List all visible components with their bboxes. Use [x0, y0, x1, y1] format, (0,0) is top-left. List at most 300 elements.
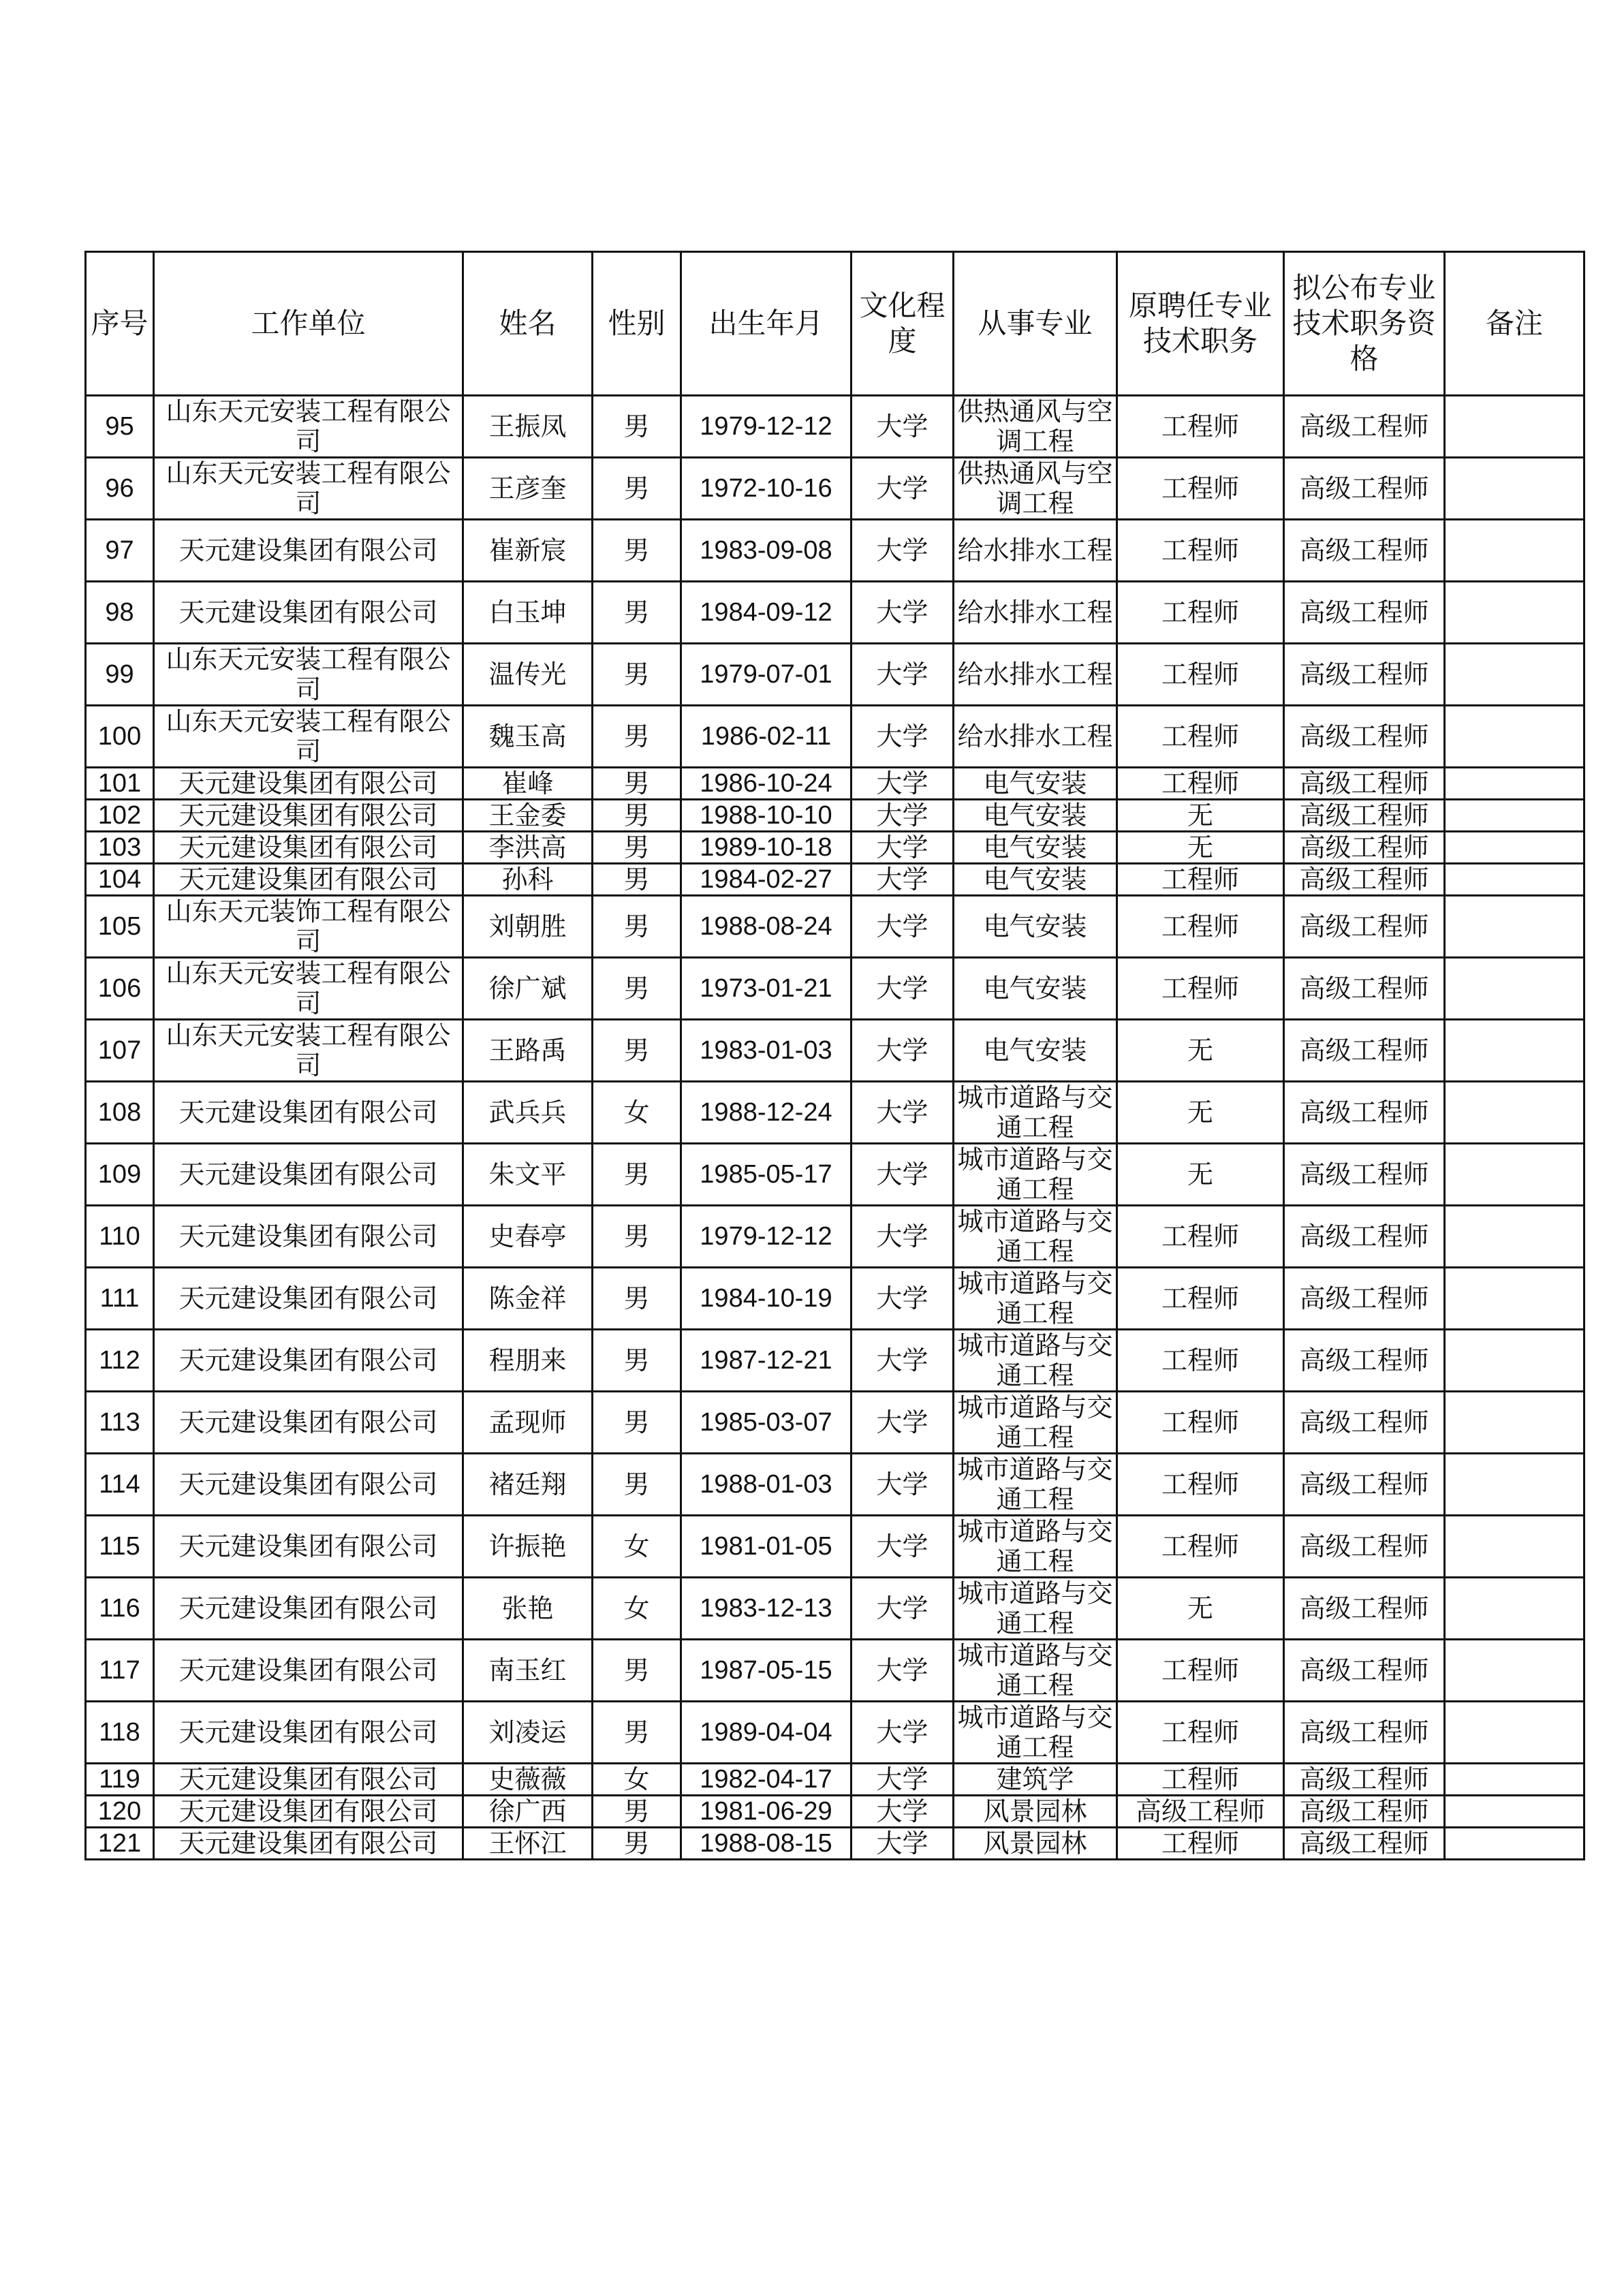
cell-birth: 1986-02-11 — [681, 706, 852, 768]
cell-name: 王彦奎 — [463, 458, 593, 520]
cell-proposed-title: 高级工程师 — [1284, 1578, 1445, 1640]
cell-note — [1445, 1144, 1584, 1206]
cell-original-title: 工程师 — [1117, 958, 1284, 1020]
cell-name: 崔峰 — [463, 768, 593, 800]
cell-birth: 1988-10-10 — [681, 800, 852, 832]
cell-note — [1445, 582, 1584, 644]
cell-note — [1445, 896, 1584, 958]
cell-name: 张艳 — [463, 1578, 593, 1640]
cell-sex: 男 — [593, 864, 681, 896]
cell-unit: 山东天元安装工程有限公司 — [154, 706, 463, 768]
cell-no: 114 — [86, 1454, 154, 1516]
table-row — [86, 1640, 1584, 1702]
cell-birth: 1989-04-04 — [681, 1702, 852, 1764]
header-birth: 出生年月 — [681, 252, 852, 396]
cell-name: 白玉坤 — [463, 582, 593, 644]
cell-unit: 天元建设集团有限公司 — [154, 1702, 463, 1764]
cell-sex: 男 — [593, 1828, 681, 1860]
table-row — [86, 1144, 1584, 1206]
cell-sex: 男 — [593, 1392, 681, 1454]
cell-name: 孟现师 — [463, 1392, 593, 1454]
cell-education: 大学 — [852, 1144, 954, 1206]
cell-note — [1445, 1764, 1584, 1796]
cell-major: 电气安装 — [954, 832, 1117, 864]
cell-name: 褚廷翔 — [463, 1454, 593, 1516]
table-row — [86, 958, 1584, 1020]
cell-no: 97 — [86, 520, 154, 582]
cell-note — [1445, 1796, 1584, 1828]
cell-education: 大学 — [852, 644, 954, 706]
table-row — [86, 1702, 1584, 1764]
cell-unit: 山东天元安装工程有限公司 — [154, 396, 463, 458]
header-sex: 性别 — [593, 252, 681, 396]
cell-sex: 女 — [593, 1764, 681, 1796]
cell-note — [1445, 520, 1584, 582]
cell-name: 崔新宸 — [463, 520, 593, 582]
table-row — [86, 800, 1584, 832]
cell-education: 大学 — [852, 582, 954, 644]
cell-proposed-title: 高级工程师 — [1284, 1206, 1445, 1268]
table-row — [86, 1764, 1584, 1796]
cell-proposed-title: 高级工程师 — [1284, 958, 1445, 1020]
table-row — [86, 1330, 1584, 1392]
table-row — [86, 1454, 1584, 1516]
cell-no: 111 — [86, 1268, 154, 1330]
cell-sex: 男 — [593, 582, 681, 644]
cell-unit: 天元建设集团有限公司 — [154, 1578, 463, 1640]
cell-birth: 1973-01-21 — [681, 958, 852, 1020]
cell-proposed-title: 高级工程师 — [1284, 706, 1445, 768]
cell-note — [1445, 1268, 1584, 1330]
cell-no: 121 — [86, 1828, 154, 1860]
table-row — [86, 832, 1584, 864]
cell-birth: 1985-03-07 — [681, 1392, 852, 1454]
cell-unit: 天元建设集团有限公司 — [154, 1454, 463, 1516]
cell-note — [1445, 1082, 1584, 1144]
cell-original-title: 无 — [1117, 1144, 1284, 1206]
cell-unit: 天元建设集团有限公司 — [154, 520, 463, 582]
cell-sex: 男 — [593, 1020, 681, 1082]
cell-proposed-title: 高级工程师 — [1284, 1640, 1445, 1702]
cell-proposed-title: 高级工程师 — [1284, 582, 1445, 644]
cell-name: 南玉红 — [463, 1640, 593, 1702]
cell-education: 大学 — [852, 1516, 954, 1578]
cell-proposed-title: 高级工程师 — [1284, 800, 1445, 832]
cell-birth: 1979-12-12 — [681, 1206, 852, 1268]
cell-no: 119 — [86, 1764, 154, 1796]
cell-no: 108 — [86, 1082, 154, 1144]
cell-name: 程朋来 — [463, 1330, 593, 1392]
cell-sex: 男 — [593, 706, 681, 768]
cell-no: 102 — [86, 800, 154, 832]
cell-original-title: 工程师 — [1117, 768, 1284, 800]
cell-education: 大学 — [852, 1392, 954, 1454]
cell-birth: 1984-10-19 — [681, 1268, 852, 1330]
cell-name: 陈金祥 — [463, 1268, 593, 1330]
cell-major: 城市道路与交通工程 — [954, 1268, 1117, 1330]
cell-unit: 天元建设集团有限公司 — [154, 1268, 463, 1330]
cell-original-title: 工程师 — [1117, 864, 1284, 896]
cell-birth: 1984-09-12 — [681, 582, 852, 644]
header-proposed-title: 拟公布专业技术职务资格 — [1284, 252, 1445, 396]
cell-proposed-title: 高级工程师 — [1284, 520, 1445, 582]
cell-education: 大学 — [852, 1796, 954, 1828]
cell-no: 96 — [86, 458, 154, 520]
header-no: 序号 — [86, 252, 154, 396]
cell-sex: 男 — [593, 1796, 681, 1828]
cell-education: 大学 — [852, 1702, 954, 1764]
roster-table — [84, 251, 1585, 1860]
cell-proposed-title: 高级工程师 — [1284, 1796, 1445, 1828]
cell-original-title: 工程师 — [1117, 644, 1284, 706]
cell-birth: 1983-01-03 — [681, 1020, 852, 1082]
cell-no: 120 — [86, 1796, 154, 1828]
cell-original-title: 工程师 — [1117, 1454, 1284, 1516]
cell-major: 城市道路与交通工程 — [954, 1702, 1117, 1764]
cell-sex: 女 — [593, 1516, 681, 1578]
cell-education: 大学 — [852, 1082, 954, 1144]
cell-major: 给水排水工程 — [954, 520, 1117, 582]
cell-education: 大学 — [852, 396, 954, 458]
cell-note — [1445, 958, 1584, 1020]
header-original-title: 原聘任专业技术职务 — [1117, 252, 1284, 396]
cell-no: 107 — [86, 1020, 154, 1082]
cell-note — [1445, 396, 1584, 458]
cell-unit: 天元建设集团有限公司 — [154, 1392, 463, 1454]
cell-name: 许振艳 — [463, 1516, 593, 1578]
table-row — [86, 1828, 1584, 1860]
cell-original-title: 工程师 — [1117, 1330, 1284, 1392]
cell-name: 王路禹 — [463, 1020, 593, 1082]
cell-birth: 1988-08-24 — [681, 896, 852, 958]
cell-no: 105 — [86, 896, 154, 958]
cell-name: 魏玉高 — [463, 706, 593, 768]
cell-birth: 1988-08-15 — [681, 1828, 852, 1860]
cell-birth: 1987-12-21 — [681, 1330, 852, 1392]
cell-major: 城市道路与交通工程 — [954, 1206, 1117, 1268]
cell-proposed-title: 高级工程师 — [1284, 896, 1445, 958]
cell-no: 112 — [86, 1330, 154, 1392]
cell-proposed-title: 高级工程师 — [1284, 864, 1445, 896]
cell-sex: 男 — [593, 644, 681, 706]
cell-sex: 男 — [593, 520, 681, 582]
cell-birth: 1985-05-17 — [681, 1144, 852, 1206]
cell-no: 95 — [86, 396, 154, 458]
table-row — [86, 1578, 1584, 1640]
cell-birth: 1988-12-24 — [681, 1082, 852, 1144]
cell-birth: 1979-07-01 — [681, 644, 852, 706]
cell-education: 大学 — [852, 706, 954, 768]
cell-proposed-title: 高级工程师 — [1284, 832, 1445, 864]
cell-major: 电气安装 — [954, 800, 1117, 832]
cell-original-title: 无 — [1117, 1082, 1284, 1144]
cell-major: 风景园林 — [954, 1828, 1117, 1860]
header-unit: 工作单位 — [154, 252, 463, 396]
cell-birth: 1988-01-03 — [681, 1454, 852, 1516]
table-row — [86, 706, 1584, 768]
cell-original-title: 工程师 — [1117, 520, 1284, 582]
cell-sex: 男 — [593, 1206, 681, 1268]
cell-sex: 男 — [593, 1144, 681, 1206]
cell-education: 大学 — [852, 1206, 954, 1268]
cell-original-title: 工程师 — [1117, 1268, 1284, 1330]
cell-proposed-title: 高级工程师 — [1284, 458, 1445, 520]
cell-name: 徐广西 — [463, 1796, 593, 1828]
cell-education: 大学 — [852, 1640, 954, 1702]
cell-proposed-title: 高级工程师 — [1284, 1454, 1445, 1516]
cell-major: 电气安装 — [954, 768, 1117, 800]
cell-note — [1445, 1640, 1584, 1702]
table-row — [86, 768, 1584, 800]
cell-sex: 男 — [593, 458, 681, 520]
cell-name: 孙科 — [463, 864, 593, 896]
cell-education: 大学 — [852, 458, 954, 520]
cell-unit: 天元建设集团有限公司 — [154, 1206, 463, 1268]
table-row — [86, 644, 1584, 706]
cell-major: 城市道路与交通工程 — [954, 1516, 1117, 1578]
cell-name: 王振凤 — [463, 396, 593, 458]
table-row — [86, 896, 1584, 958]
cell-no: 113 — [86, 1392, 154, 1454]
cell-note — [1445, 1020, 1584, 1082]
cell-unit: 天元建设集团有限公司 — [154, 1764, 463, 1796]
cell-sex: 男 — [593, 958, 681, 1020]
cell-unit: 山东天元安装工程有限公司 — [154, 644, 463, 706]
table-row — [86, 1082, 1584, 1144]
cell-major: 给水排水工程 — [954, 706, 1117, 768]
cell-note — [1445, 1206, 1584, 1268]
cell-original-title: 工程师 — [1117, 1702, 1284, 1764]
table-row — [86, 1392, 1584, 1454]
cell-original-title: 工程师 — [1117, 896, 1284, 958]
header-row — [86, 252, 1584, 396]
cell-original-title: 无 — [1117, 1020, 1284, 1082]
cell-note — [1445, 1578, 1584, 1640]
cell-proposed-title: 高级工程师 — [1284, 1144, 1445, 1206]
cell-sex: 女 — [593, 1082, 681, 1144]
cell-birth: 1983-12-13 — [681, 1578, 852, 1640]
header-note: 备注 — [1445, 252, 1584, 396]
table-row — [86, 1796, 1584, 1828]
table-row — [86, 1516, 1584, 1578]
cell-no: 116 — [86, 1578, 154, 1640]
cell-birth: 1972-10-16 — [681, 458, 852, 520]
cell-name: 李洪高 — [463, 832, 593, 864]
cell-sex: 男 — [593, 896, 681, 958]
table-row — [86, 1206, 1584, 1268]
cell-unit: 天元建设集团有限公司 — [154, 1144, 463, 1206]
cell-education: 大学 — [852, 1828, 954, 1860]
table-row — [86, 458, 1584, 520]
cell-unit: 天元建设集团有限公司 — [154, 1828, 463, 1860]
cell-original-title: 工程师 — [1117, 1516, 1284, 1578]
cell-original-title: 工程师 — [1117, 706, 1284, 768]
cell-major: 城市道路与交通工程 — [954, 1392, 1117, 1454]
cell-name: 武兵兵 — [463, 1082, 593, 1144]
cell-original-title: 工程师 — [1117, 396, 1284, 458]
cell-name: 刘凌运 — [463, 1702, 593, 1764]
table-row — [86, 1020, 1584, 1082]
cell-name: 温传光 — [463, 644, 593, 706]
cell-original-title: 无 — [1117, 1578, 1284, 1640]
table-row — [86, 864, 1584, 896]
cell-education: 大学 — [852, 864, 954, 896]
cell-birth: 1983-09-08 — [681, 520, 852, 582]
cell-education: 大学 — [852, 896, 954, 958]
cell-major: 给水排水工程 — [954, 644, 1117, 706]
cell-proposed-title: 高级工程师 — [1284, 768, 1445, 800]
cell-proposed-title: 高级工程师 — [1284, 1392, 1445, 1454]
cell-unit: 山东天元装饰工程有限公司 — [154, 896, 463, 958]
cell-name: 徐广斌 — [463, 958, 593, 1020]
table-row — [86, 1268, 1584, 1330]
cell-note — [1445, 768, 1584, 800]
cell-sex: 男 — [593, 1330, 681, 1392]
cell-sex: 男 — [593, 1640, 681, 1702]
cell-original-title: 工程师 — [1117, 582, 1284, 644]
cell-sex: 男 — [593, 800, 681, 832]
cell-original-title: 工程师 — [1117, 1640, 1284, 1702]
cell-note — [1445, 1454, 1584, 1516]
cell-sex: 女 — [593, 1578, 681, 1640]
table-row — [86, 582, 1584, 644]
cell-no: 109 — [86, 1144, 154, 1206]
cell-note — [1445, 706, 1584, 768]
cell-birth: 1987-05-15 — [681, 1640, 852, 1702]
cell-original-title: 高级工程师 — [1117, 1796, 1284, 1828]
cell-education: 大学 — [852, 1578, 954, 1640]
roster-sheet — [84, 251, 1583, 1860]
cell-education: 大学 — [852, 1268, 954, 1330]
cell-sex: 男 — [593, 1268, 681, 1330]
cell-major: 电气安装 — [954, 896, 1117, 958]
cell-proposed-title: 高级工程师 — [1284, 396, 1445, 458]
cell-original-title: 工程师 — [1117, 1392, 1284, 1454]
cell-original-title: 工程师 — [1117, 1206, 1284, 1268]
cell-major: 城市道路与交通工程 — [954, 1454, 1117, 1516]
cell-note — [1445, 800, 1584, 832]
cell-sex: 男 — [593, 768, 681, 800]
cell-no: 99 — [86, 644, 154, 706]
cell-note — [1445, 832, 1584, 864]
cell-unit: 天元建设集团有限公司 — [154, 1082, 463, 1144]
cell-education: 大学 — [852, 958, 954, 1020]
cell-major: 城市道路与交通工程 — [954, 1082, 1117, 1144]
cell-sex: 男 — [593, 1454, 681, 1516]
cell-proposed-title: 高级工程师 — [1284, 1828, 1445, 1860]
cell-unit: 天元建设集团有限公司 — [154, 1330, 463, 1392]
cell-no: 117 — [86, 1640, 154, 1702]
table-row — [86, 396, 1584, 458]
cell-major: 城市道路与交通工程 — [954, 1578, 1117, 1640]
cell-name: 刘朝胜 — [463, 896, 593, 958]
cell-unit: 天元建设集团有限公司 — [154, 832, 463, 864]
cell-birth: 1979-12-12 — [681, 396, 852, 458]
cell-name: 王金委 — [463, 800, 593, 832]
cell-education: 大学 — [852, 1454, 954, 1516]
cell-proposed-title: 高级工程师 — [1284, 1082, 1445, 1144]
cell-name: 朱文平 — [463, 1144, 593, 1206]
cell-proposed-title: 高级工程师 — [1284, 644, 1445, 706]
cell-no: 98 — [86, 582, 154, 644]
cell-unit: 天元建设集团有限公司 — [154, 800, 463, 832]
cell-unit: 天元建设集团有限公司 — [154, 864, 463, 896]
cell-major: 建筑学 — [954, 1764, 1117, 1796]
cell-unit: 山东天元安装工程有限公司 — [154, 958, 463, 1020]
cell-birth: 1981-01-05 — [681, 1516, 852, 1578]
cell-sex: 男 — [593, 396, 681, 458]
cell-note — [1445, 1516, 1584, 1578]
cell-proposed-title: 高级工程师 — [1284, 1330, 1445, 1392]
cell-unit: 天元建设集团有限公司 — [154, 1640, 463, 1702]
cell-education: 大学 — [852, 800, 954, 832]
cell-no: 115 — [86, 1516, 154, 1578]
header-name: 姓名 — [463, 252, 593, 396]
cell-birth: 1984-02-27 — [681, 864, 852, 896]
cell-original-title: 工程师 — [1117, 458, 1284, 520]
cell-original-title: 工程师 — [1117, 1764, 1284, 1796]
cell-note — [1445, 644, 1584, 706]
cell-original-title: 工程师 — [1117, 1828, 1284, 1860]
cell-major: 给水排水工程 — [954, 582, 1117, 644]
cell-proposed-title: 高级工程师 — [1284, 1764, 1445, 1796]
cell-sex: 男 — [593, 1702, 681, 1764]
cell-sex: 男 — [593, 832, 681, 864]
cell-note — [1445, 1330, 1584, 1392]
cell-major: 城市道路与交通工程 — [954, 1330, 1117, 1392]
cell-name: 史春亭 — [463, 1206, 593, 1268]
cell-birth: 1986-10-24 — [681, 768, 852, 800]
cell-major: 城市道路与交通工程 — [954, 1144, 1117, 1206]
cell-no: 118 — [86, 1702, 154, 1764]
cell-major: 电气安装 — [954, 958, 1117, 1020]
cell-proposed-title: 高级工程师 — [1284, 1702, 1445, 1764]
cell-unit: 天元建设集团有限公司 — [154, 582, 463, 644]
cell-unit: 天元建设集团有限公司 — [154, 768, 463, 800]
cell-major: 电气安装 — [954, 864, 1117, 896]
cell-proposed-title: 高级工程师 — [1284, 1268, 1445, 1330]
cell-no: 103 — [86, 832, 154, 864]
cell-education: 大学 — [852, 1764, 954, 1796]
table-row — [86, 520, 1584, 582]
cell-major: 电气安装 — [954, 1020, 1117, 1082]
cell-major: 城市道路与交通工程 — [954, 1640, 1117, 1702]
cell-education: 大学 — [852, 1330, 954, 1392]
cell-no: 100 — [86, 706, 154, 768]
cell-unit: 山东天元安装工程有限公司 — [154, 1020, 463, 1082]
cell-note — [1445, 1392, 1584, 1454]
cell-original-title: 无 — [1117, 800, 1284, 832]
cell-birth: 1981-06-29 — [681, 1796, 852, 1828]
cell-note — [1445, 1702, 1584, 1764]
cell-unit: 山东天元安装工程有限公司 — [154, 458, 463, 520]
cell-no: 101 — [86, 768, 154, 800]
cell-major: 风景园林 — [954, 1796, 1117, 1828]
cell-education: 大学 — [852, 768, 954, 800]
cell-note — [1445, 864, 1584, 896]
header-education: 文化程度 — [852, 252, 954, 396]
cell-no: 106 — [86, 958, 154, 1020]
header-major: 从事专业 — [954, 252, 1117, 396]
cell-original-title: 无 — [1117, 832, 1284, 864]
cell-major: 供热通风与空调工程 — [954, 396, 1117, 458]
cell-note — [1445, 1828, 1584, 1860]
cell-no: 104 — [86, 864, 154, 896]
cell-note — [1445, 458, 1584, 520]
cell-no: 110 — [86, 1206, 154, 1268]
cell-education: 大学 — [852, 520, 954, 582]
cell-birth: 1989-10-18 — [681, 832, 852, 864]
